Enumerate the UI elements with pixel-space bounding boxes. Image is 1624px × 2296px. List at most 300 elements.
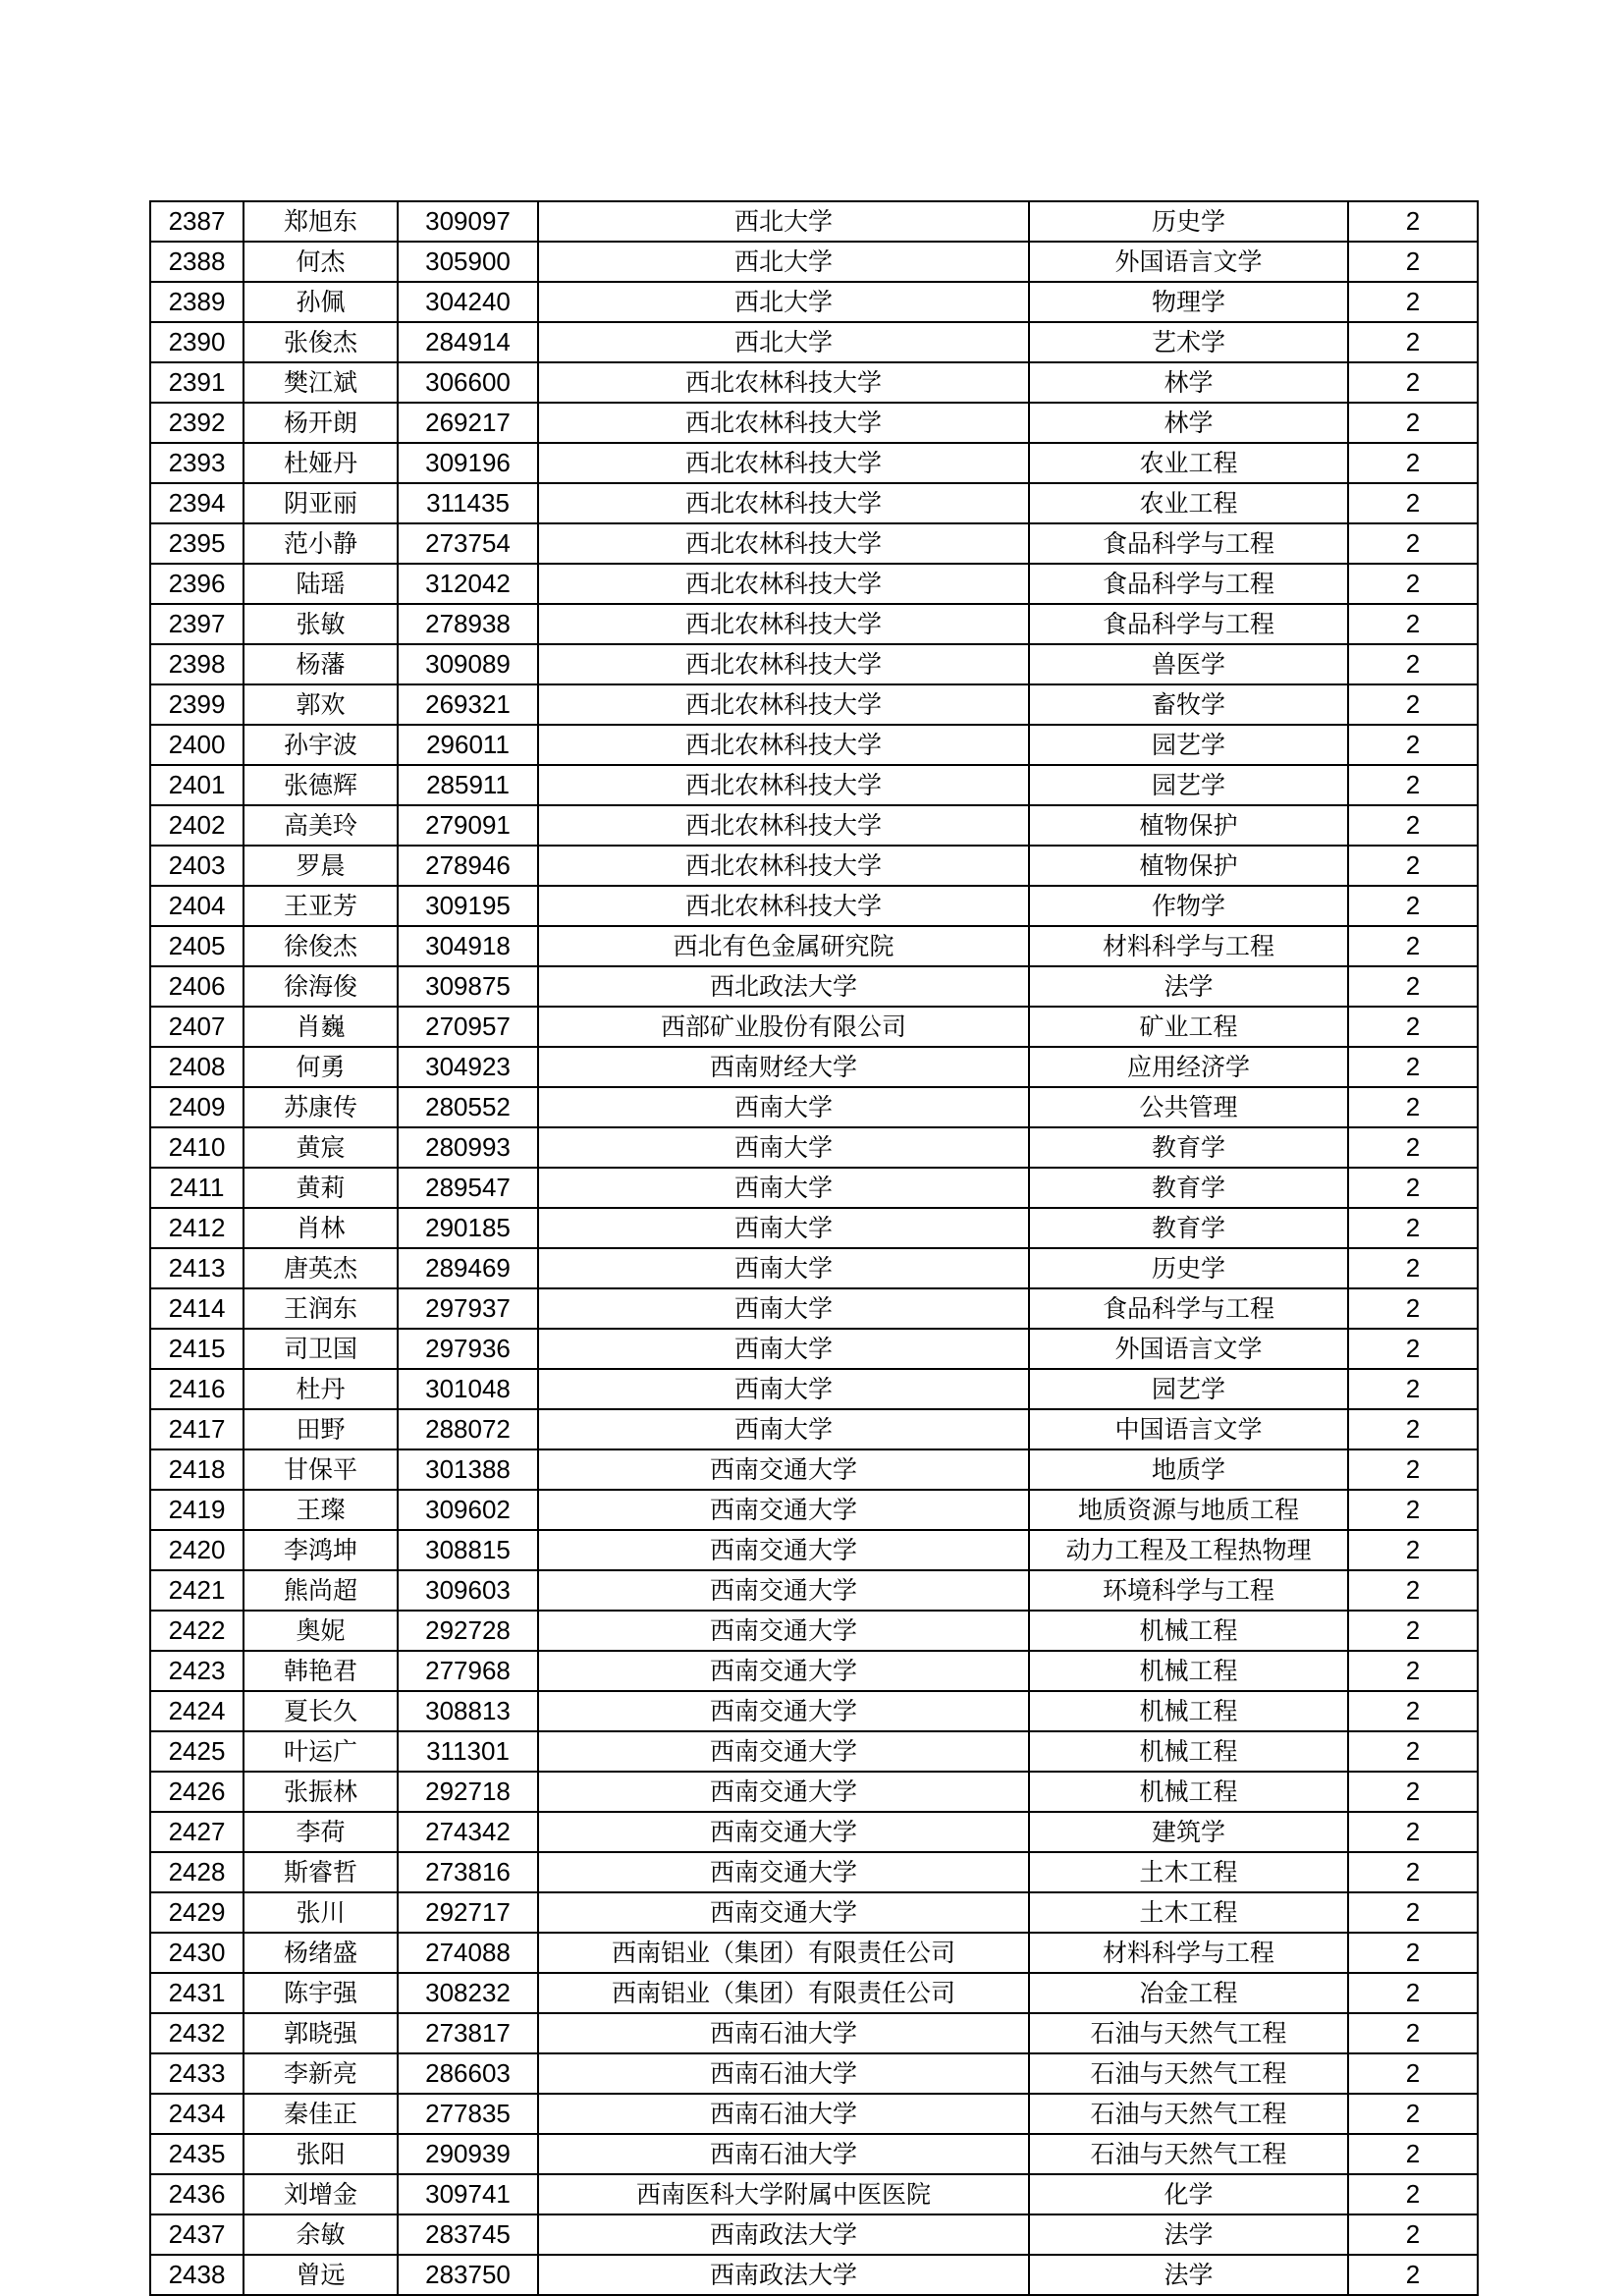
name-cell: 苏康传 bbox=[244, 1087, 398, 1127]
institution-cell: 西南大学 bbox=[538, 1208, 1029, 1248]
id-cell: 284914 bbox=[398, 322, 538, 362]
count-cell: 2 bbox=[1348, 1973, 1478, 2013]
institution-cell: 西南大学 bbox=[538, 1329, 1029, 1369]
table-row bbox=[150, 201, 1478, 242]
name-cell: 张俊杰 bbox=[244, 322, 398, 362]
discipline-cell: 石油与天然气工程 bbox=[1029, 2013, 1348, 2053]
table-row bbox=[150, 1208, 1478, 1248]
name-cell: 阴亚丽 bbox=[244, 483, 398, 523]
name-cell: 高美玲 bbox=[244, 805, 398, 846]
table-row bbox=[150, 1047, 1478, 1087]
institution-cell: 西北政法大学 bbox=[538, 966, 1029, 1007]
discipline-cell: 动力工程及工程热物理 bbox=[1029, 1530, 1348, 1570]
row-number-cell: 2394 bbox=[150, 483, 244, 523]
name-cell: 韩艳君 bbox=[244, 1651, 398, 1691]
count-cell: 2 bbox=[1348, 1731, 1478, 1772]
discipline-cell: 机械工程 bbox=[1029, 1611, 1348, 1651]
name-cell: 王璨 bbox=[244, 1490, 398, 1530]
count-cell: 2 bbox=[1348, 1127, 1478, 1168]
discipline-cell: 法学 bbox=[1029, 2214, 1348, 2255]
table-row bbox=[150, 886, 1478, 926]
name-cell: 徐俊杰 bbox=[244, 926, 398, 966]
id-cell: 290185 bbox=[398, 1208, 538, 1248]
discipline-cell: 机械工程 bbox=[1029, 1772, 1348, 1812]
row-number-cell: 2424 bbox=[150, 1691, 244, 1731]
count-cell: 2 bbox=[1348, 1288, 1478, 1329]
discipline-cell: 植物保护 bbox=[1029, 805, 1348, 846]
id-cell: 286603 bbox=[398, 2053, 538, 2094]
count-cell: 2 bbox=[1348, 1329, 1478, 1369]
name-cell: 张德辉 bbox=[244, 765, 398, 805]
name-cell: 张振林 bbox=[244, 1772, 398, 1812]
name-cell: 奥妮 bbox=[244, 1611, 398, 1651]
institution-cell: 西南大学 bbox=[538, 1087, 1029, 1127]
row-number-cell: 2428 bbox=[150, 1852, 244, 1892]
institution-cell: 西北农林科技大学 bbox=[538, 765, 1029, 805]
name-cell: 肖林 bbox=[244, 1208, 398, 1248]
institution-cell: 西北农林科技大学 bbox=[538, 644, 1029, 684]
id-cell: 304240 bbox=[398, 282, 538, 322]
count-cell: 2 bbox=[1348, 1409, 1478, 1449]
discipline-cell: 石油与天然气工程 bbox=[1029, 2053, 1348, 2094]
id-cell: 296011 bbox=[398, 725, 538, 765]
name-cell: 郭欢 bbox=[244, 684, 398, 725]
row-number-cell: 2434 bbox=[150, 2094, 244, 2134]
count-cell: 2 bbox=[1348, 1892, 1478, 1933]
name-cell: 唐英杰 bbox=[244, 1248, 398, 1288]
institution-cell: 西北大学 bbox=[538, 322, 1029, 362]
institution-cell: 西南财经大学 bbox=[538, 1047, 1029, 1087]
row-number-cell: 2422 bbox=[150, 1611, 244, 1651]
discipline-cell: 外国语言文学 bbox=[1029, 242, 1348, 282]
table-row bbox=[150, 765, 1478, 805]
discipline-cell: 机械工程 bbox=[1029, 1731, 1348, 1772]
count-cell: 2 bbox=[1348, 2134, 1478, 2174]
institution-cell: 西南大学 bbox=[538, 1127, 1029, 1168]
institution-cell: 西部矿业股份有限公司 bbox=[538, 1007, 1029, 1047]
institution-cell: 西南大学 bbox=[538, 1248, 1029, 1288]
count-cell: 2 bbox=[1348, 725, 1478, 765]
count-cell: 2 bbox=[1348, 684, 1478, 725]
name-cell: 黄莉 bbox=[244, 1168, 398, 1208]
discipline-cell: 土木工程 bbox=[1029, 1852, 1348, 1892]
name-cell: 李荷 bbox=[244, 1812, 398, 1852]
id-cell: 278938 bbox=[398, 604, 538, 644]
count-cell: 2 bbox=[1348, 2174, 1478, 2214]
institution-cell: 西南石油大学 bbox=[538, 2134, 1029, 2174]
table-row bbox=[150, 443, 1478, 483]
institution-cell: 西南大学 bbox=[538, 1409, 1029, 1449]
id-cell: 308815 bbox=[398, 1530, 538, 1570]
name-cell: 何勇 bbox=[244, 1047, 398, 1087]
table-row bbox=[150, 1449, 1478, 1490]
discipline-cell: 冶金工程 bbox=[1029, 1973, 1348, 2013]
discipline-cell: 林学 bbox=[1029, 403, 1348, 443]
name-cell: 熊尚超 bbox=[244, 1570, 398, 1611]
discipline-cell: 历史学 bbox=[1029, 1248, 1348, 1288]
discipline-cell: 园艺学 bbox=[1029, 725, 1348, 765]
id-cell: 309196 bbox=[398, 443, 538, 483]
table-row bbox=[150, 483, 1478, 523]
id-cell: 309097 bbox=[398, 201, 538, 242]
id-cell: 308813 bbox=[398, 1691, 538, 1731]
count-cell: 2 bbox=[1348, 362, 1478, 403]
name-cell: 杨开朗 bbox=[244, 403, 398, 443]
count-cell: 2 bbox=[1348, 2255, 1478, 2295]
id-cell: 297936 bbox=[398, 1329, 538, 1369]
id-cell: 269321 bbox=[398, 684, 538, 725]
row-number-cell: 2390 bbox=[150, 322, 244, 362]
id-cell: 311301 bbox=[398, 1731, 538, 1772]
id-cell: 289547 bbox=[398, 1168, 538, 1208]
discipline-cell: 法学 bbox=[1029, 2255, 1348, 2295]
row-number-cell: 2432 bbox=[150, 2013, 244, 2053]
count-cell: 2 bbox=[1348, 1530, 1478, 1570]
count-cell: 2 bbox=[1348, 1570, 1478, 1611]
name-cell: 张川 bbox=[244, 1892, 398, 1933]
count-cell: 2 bbox=[1348, 523, 1478, 564]
institution-cell: 西南铝业（集团）有限责任公司 bbox=[538, 1973, 1029, 2013]
row-number-cell: 2436 bbox=[150, 2174, 244, 2214]
name-cell: 张阳 bbox=[244, 2134, 398, 2174]
institution-cell: 西北农林科技大学 bbox=[538, 886, 1029, 926]
id-cell: 308232 bbox=[398, 1973, 538, 2013]
name-cell: 孙佩 bbox=[244, 282, 398, 322]
count-cell: 2 bbox=[1348, 1852, 1478, 1892]
roster-body bbox=[150, 201, 1478, 2295]
table-row bbox=[150, 2094, 1478, 2134]
row-number-cell: 2438 bbox=[150, 2255, 244, 2295]
row-number-cell: 2435 bbox=[150, 2134, 244, 2174]
row-number-cell: 2396 bbox=[150, 564, 244, 604]
institution-cell: 西南交通大学 bbox=[538, 1490, 1029, 1530]
id-cell: 306600 bbox=[398, 362, 538, 403]
discipline-cell: 林学 bbox=[1029, 362, 1348, 403]
id-cell: 279091 bbox=[398, 805, 538, 846]
name-cell: 王润东 bbox=[244, 1288, 398, 1329]
table-row bbox=[150, 1570, 1478, 1611]
row-number-cell: 2409 bbox=[150, 1087, 244, 1127]
count-cell: 2 bbox=[1348, 846, 1478, 886]
table-row bbox=[150, 1691, 1478, 1731]
institution-cell: 西南石油大学 bbox=[538, 2094, 1029, 2134]
row-number-cell: 2417 bbox=[150, 1409, 244, 1449]
count-cell: 2 bbox=[1348, 1691, 1478, 1731]
row-number-cell: 2400 bbox=[150, 725, 244, 765]
id-cell: 277968 bbox=[398, 1651, 538, 1691]
row-number-cell: 2405 bbox=[150, 926, 244, 966]
discipline-cell: 石油与天然气工程 bbox=[1029, 2094, 1348, 2134]
table-row bbox=[150, 1731, 1478, 1772]
discipline-cell: 食品科学与工程 bbox=[1029, 564, 1348, 604]
count-cell: 2 bbox=[1348, 2214, 1478, 2255]
count-cell: 2 bbox=[1348, 926, 1478, 966]
count-cell: 2 bbox=[1348, 282, 1478, 322]
row-number-cell: 2411 bbox=[150, 1168, 244, 1208]
table-row bbox=[150, 1933, 1478, 1973]
name-cell: 陆瑶 bbox=[244, 564, 398, 604]
discipline-cell: 园艺学 bbox=[1029, 765, 1348, 805]
count-cell: 2 bbox=[1348, 564, 1478, 604]
table-row bbox=[150, 644, 1478, 684]
id-cell: 290939 bbox=[398, 2134, 538, 2174]
name-cell: 孙宇波 bbox=[244, 725, 398, 765]
row-number-cell: 2392 bbox=[150, 403, 244, 443]
id-cell: 297937 bbox=[398, 1288, 538, 1329]
discipline-cell: 外国语言文学 bbox=[1029, 1329, 1348, 1369]
id-cell: 312042 bbox=[398, 564, 538, 604]
table-row bbox=[150, 403, 1478, 443]
table-row bbox=[150, 1248, 1478, 1288]
id-cell: 283750 bbox=[398, 2255, 538, 2295]
row-number-cell: 2418 bbox=[150, 1449, 244, 1490]
id-cell: 309602 bbox=[398, 1490, 538, 1530]
row-number-cell: 2419 bbox=[150, 1490, 244, 1530]
id-cell: 274342 bbox=[398, 1812, 538, 1852]
discipline-cell: 教育学 bbox=[1029, 1168, 1348, 1208]
institution-cell: 西南交通大学 bbox=[538, 1731, 1029, 1772]
table-row bbox=[150, 1288, 1478, 1329]
institution-cell: 西北农林科技大学 bbox=[538, 564, 1029, 604]
name-cell: 郭晓强 bbox=[244, 2013, 398, 2053]
table-row bbox=[150, 2255, 1478, 2295]
name-cell: 李鸿坤 bbox=[244, 1530, 398, 1570]
institution-cell: 西南石油大学 bbox=[538, 2013, 1029, 2053]
id-cell: 283745 bbox=[398, 2214, 538, 2255]
discipline-cell: 机械工程 bbox=[1029, 1691, 1348, 1731]
name-cell: 范小静 bbox=[244, 523, 398, 564]
count-cell: 2 bbox=[1348, 1449, 1478, 1490]
discipline-cell: 法学 bbox=[1029, 966, 1348, 1007]
id-cell: 269217 bbox=[398, 403, 538, 443]
name-cell: 田野 bbox=[244, 1409, 398, 1449]
institution-cell: 西南交通大学 bbox=[538, 1449, 1029, 1490]
count-cell: 2 bbox=[1348, 1369, 1478, 1409]
table-row bbox=[150, 604, 1478, 644]
discipline-cell: 中国语言文学 bbox=[1029, 1409, 1348, 1449]
institution-cell: 西南交通大学 bbox=[538, 1892, 1029, 1933]
table-row bbox=[150, 1812, 1478, 1852]
institution-cell: 西北大学 bbox=[538, 282, 1029, 322]
discipline-cell: 艺术学 bbox=[1029, 322, 1348, 362]
table-row bbox=[150, 1168, 1478, 1208]
count-cell: 2 bbox=[1348, 1611, 1478, 1651]
institution-cell: 西南大学 bbox=[538, 1369, 1029, 1409]
name-cell: 黄宸 bbox=[244, 1127, 398, 1168]
institution-cell: 西北农林科技大学 bbox=[538, 483, 1029, 523]
table-row bbox=[150, 1127, 1478, 1168]
institution-cell: 西北农林科技大学 bbox=[538, 805, 1029, 846]
row-number-cell: 2402 bbox=[150, 805, 244, 846]
row-number-cell: 2401 bbox=[150, 765, 244, 805]
id-cell: 288072 bbox=[398, 1409, 538, 1449]
name-cell: 罗晨 bbox=[244, 846, 398, 886]
table-row bbox=[150, 2013, 1478, 2053]
row-number-cell: 2421 bbox=[150, 1570, 244, 1611]
institution-cell: 西南交通大学 bbox=[538, 1812, 1029, 1852]
count-cell: 2 bbox=[1348, 1772, 1478, 1812]
table-row bbox=[150, 1651, 1478, 1691]
table-row bbox=[150, 1329, 1478, 1369]
institution-cell: 西南铝业（集团）有限责任公司 bbox=[538, 1933, 1029, 1973]
id-cell: 305900 bbox=[398, 242, 538, 282]
discipline-cell: 机械工程 bbox=[1029, 1651, 1348, 1691]
table-row bbox=[150, 322, 1478, 362]
institution-cell: 西南石油大学 bbox=[538, 2053, 1029, 2094]
institution-cell: 西南大学 bbox=[538, 1168, 1029, 1208]
count-cell: 2 bbox=[1348, 2013, 1478, 2053]
id-cell: 285911 bbox=[398, 765, 538, 805]
discipline-cell: 公共管理 bbox=[1029, 1087, 1348, 1127]
discipline-cell: 兽医学 bbox=[1029, 644, 1348, 684]
id-cell: 309875 bbox=[398, 966, 538, 1007]
table-row bbox=[150, 846, 1478, 886]
table-row bbox=[150, 725, 1478, 765]
institution-cell: 西北农林科技大学 bbox=[538, 362, 1029, 403]
count-cell: 2 bbox=[1348, 966, 1478, 1007]
institution-cell: 西南交通大学 bbox=[538, 1611, 1029, 1651]
row-number-cell: 2414 bbox=[150, 1288, 244, 1329]
discipline-cell: 地质资源与地质工程 bbox=[1029, 1490, 1348, 1530]
count-cell: 2 bbox=[1348, 1933, 1478, 1973]
row-number-cell: 2415 bbox=[150, 1329, 244, 1369]
institution-cell: 西北农林科技大学 bbox=[538, 684, 1029, 725]
discipline-cell: 农业工程 bbox=[1029, 483, 1348, 523]
discipline-cell: 教育学 bbox=[1029, 1208, 1348, 1248]
institution-cell: 西北农林科技大学 bbox=[538, 443, 1029, 483]
row-number-cell: 2426 bbox=[150, 1772, 244, 1812]
table-row bbox=[150, 1087, 1478, 1127]
row-number-cell: 2427 bbox=[150, 1812, 244, 1852]
institution-cell: 西南交通大学 bbox=[538, 1772, 1029, 1812]
table-row bbox=[150, 282, 1478, 322]
table-row bbox=[150, 684, 1478, 725]
table-row bbox=[150, 523, 1478, 564]
row-number-cell: 2431 bbox=[150, 1973, 244, 2013]
table-row bbox=[150, 2174, 1478, 2214]
institution-cell: 西南交通大学 bbox=[538, 1691, 1029, 1731]
count-cell: 2 bbox=[1348, 1087, 1478, 1127]
count-cell: 2 bbox=[1348, 1812, 1478, 1852]
table-row bbox=[150, 926, 1478, 966]
id-cell: 309089 bbox=[398, 644, 538, 684]
institution-cell: 西南交通大学 bbox=[538, 1570, 1029, 1611]
discipline-cell: 矿业工程 bbox=[1029, 1007, 1348, 1047]
row-number-cell: 2395 bbox=[150, 523, 244, 564]
count-cell: 2 bbox=[1348, 1651, 1478, 1691]
name-cell: 杜丹 bbox=[244, 1369, 398, 1409]
discipline-cell: 物理学 bbox=[1029, 282, 1348, 322]
name-cell: 郑旭东 bbox=[244, 201, 398, 242]
name-cell: 李新亮 bbox=[244, 2053, 398, 2094]
id-cell: 309195 bbox=[398, 886, 538, 926]
id-cell: 311435 bbox=[398, 483, 538, 523]
institution-cell: 西南交通大学 bbox=[538, 1852, 1029, 1892]
count-cell: 2 bbox=[1348, 1168, 1478, 1208]
row-number-cell: 2406 bbox=[150, 966, 244, 1007]
institution-cell: 西南政法大学 bbox=[538, 2214, 1029, 2255]
discipline-cell: 石油与天然气工程 bbox=[1029, 2134, 1348, 2174]
row-number-cell: 2404 bbox=[150, 886, 244, 926]
table-row bbox=[150, 1973, 1478, 2013]
institution-cell: 西南政法大学 bbox=[538, 2255, 1029, 2295]
table-row bbox=[150, 1611, 1478, 1651]
name-cell: 曾远 bbox=[244, 2255, 398, 2295]
discipline-cell: 化学 bbox=[1029, 2174, 1348, 2214]
count-cell: 2 bbox=[1348, 403, 1478, 443]
count-cell: 2 bbox=[1348, 2053, 1478, 2094]
name-cell: 甘保平 bbox=[244, 1449, 398, 1490]
table-row bbox=[150, 1409, 1478, 1449]
discipline-cell: 历史学 bbox=[1029, 201, 1348, 242]
id-cell: 292718 bbox=[398, 1772, 538, 1812]
name-cell: 樊江斌 bbox=[244, 362, 398, 403]
row-number-cell: 2389 bbox=[150, 282, 244, 322]
row-number-cell: 2407 bbox=[150, 1007, 244, 1047]
row-number-cell: 2388 bbox=[150, 242, 244, 282]
count-cell: 2 bbox=[1348, 322, 1478, 362]
name-cell: 司卫国 bbox=[244, 1329, 398, 1369]
institution-cell: 西南交通大学 bbox=[538, 1651, 1029, 1691]
id-cell: 309603 bbox=[398, 1570, 538, 1611]
name-cell: 叶运广 bbox=[244, 1731, 398, 1772]
discipline-cell: 园艺学 bbox=[1029, 1369, 1348, 1409]
row-number-cell: 2408 bbox=[150, 1047, 244, 1087]
discipline-cell: 环境科学与工程 bbox=[1029, 1570, 1348, 1611]
id-cell: 309741 bbox=[398, 2174, 538, 2214]
table-row bbox=[150, 966, 1478, 1007]
id-cell: 289469 bbox=[398, 1248, 538, 1288]
institution-cell: 西南大学 bbox=[538, 1288, 1029, 1329]
id-cell: 274088 bbox=[398, 1933, 538, 1973]
id-cell: 304918 bbox=[398, 926, 538, 966]
table-row bbox=[150, 1772, 1478, 1812]
row-number-cell: 2398 bbox=[150, 644, 244, 684]
count-cell: 2 bbox=[1348, 805, 1478, 846]
row-number-cell: 2412 bbox=[150, 1208, 244, 1248]
count-cell: 2 bbox=[1348, 1248, 1478, 1288]
count-cell: 2 bbox=[1348, 1007, 1478, 1047]
row-number-cell: 2420 bbox=[150, 1530, 244, 1570]
id-cell: 280993 bbox=[398, 1127, 538, 1168]
institution-cell: 西北农林科技大学 bbox=[538, 604, 1029, 644]
count-cell: 2 bbox=[1348, 443, 1478, 483]
name-cell: 夏长久 bbox=[244, 1691, 398, 1731]
table-row bbox=[150, 1852, 1478, 1892]
row-number-cell: 2387 bbox=[150, 201, 244, 242]
table-row bbox=[150, 2214, 1478, 2255]
row-number-cell: 2391 bbox=[150, 362, 244, 403]
row-number-cell: 2399 bbox=[150, 684, 244, 725]
discipline-cell: 材料科学与工程 bbox=[1029, 926, 1348, 966]
name-cell: 张敏 bbox=[244, 604, 398, 644]
id-cell: 273754 bbox=[398, 523, 538, 564]
name-cell: 余敏 bbox=[244, 2214, 398, 2255]
name-cell: 何杰 bbox=[244, 242, 398, 282]
count-cell: 2 bbox=[1348, 2094, 1478, 2134]
count-cell: 2 bbox=[1348, 604, 1478, 644]
table-row bbox=[150, 1007, 1478, 1047]
name-cell: 王亚芳 bbox=[244, 886, 398, 926]
name-cell: 斯睿哲 bbox=[244, 1852, 398, 1892]
table-row bbox=[150, 1530, 1478, 1570]
row-number-cell: 2397 bbox=[150, 604, 244, 644]
roster-table bbox=[149, 200, 1479, 2296]
table-row bbox=[150, 805, 1478, 846]
name-cell: 陈宇强 bbox=[244, 1973, 398, 2013]
count-cell: 2 bbox=[1348, 886, 1478, 926]
table-row bbox=[150, 242, 1478, 282]
